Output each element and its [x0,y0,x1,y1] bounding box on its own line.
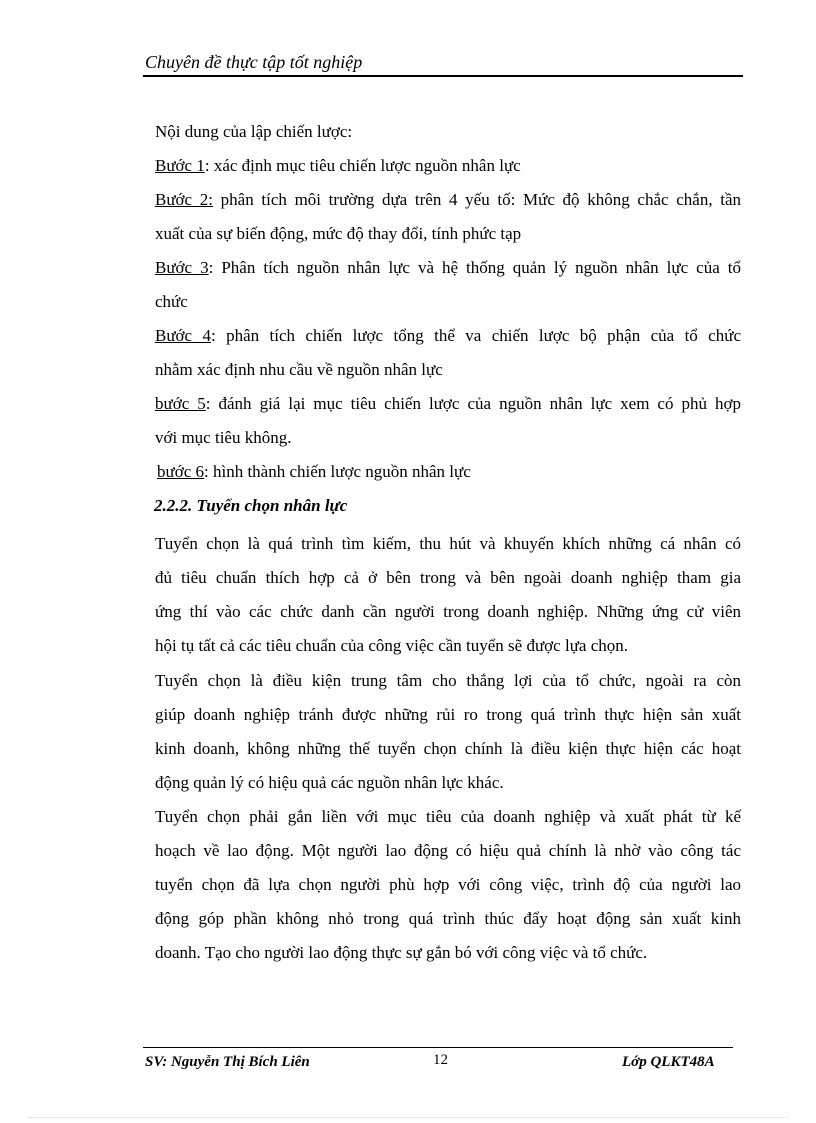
step-label: bước 6 [157,462,204,481]
step-2 [155,190,741,210]
header-rule [143,75,743,77]
step-2-continuation: xuất của sự biến động, mức độ thay đổi, tính phức tạp [155,224,522,243]
step-label: Bước 2: [155,190,213,209]
step-label: Bước 4 [155,326,211,345]
step-5-continuation: với mục tiêu không. [155,428,292,447]
step-text: : phân tích chiến lược tổng thể va chiến lược bộ phận của tổ chức [210,326,741,345]
step-4 [155,326,741,346]
footer-rule [143,1047,733,1048]
paragraph-line: hội tụ tất cả các tiêu chuẩn của công việc cần tuyển sẽ được lựa chọn. [155,636,628,655]
paragraph-line: hoạch về lao động. Một người lao động có hiệu quả chính là nhờ vào công tác [155,841,741,860]
running-header-title: Chuyên đề thực tập tốt nghiệp [145,52,363,72]
step-label: Bước 1 [155,156,205,175]
step-label: Bước 3 [155,258,209,277]
step-label: bước 5 [155,394,206,413]
paragraph-line: tuyển chọn đã lựa chọn người phù hợp với công việc, trình độ của người lao [155,875,741,894]
step-text: : đánh giá lại mục tiêu chiến lược của nguồn nhân lực xem có phủ hợp [205,394,741,413]
paragraph-line: động góp phần không nhỏ trong quá trình thúc đẩy hoạt động sản xuất kinh [155,909,741,928]
step-1 [155,156,521,176]
paragraph-line: Tuyển chọn là quá trình tìm kiếm, thu hút và khuyến khích những cá nhân có [155,534,741,553]
page-bottom-border [28,1117,788,1118]
step-text: : hình thành chiến lược nguồn nhân lực [204,462,471,481]
step-5 [155,394,741,414]
paragraph-line: đủ tiêu chuẩn thích hợp cả ở bên trong và bên ngoài doanh nghiệp tham gia [155,568,741,587]
step-text: phân tích môi trường dựa trên 4 yếu tố: Mức độ không chắc chắn, tần [213,190,742,209]
paragraph-line: Tuyển chọn phải gắn liền với mục tiêu của doanh nghiệp và xuất phát từ kế [155,807,741,826]
page-number: 12 [433,1052,448,1068]
intro-line: Nội dung của lập chiến lược: [155,122,353,141]
section-heading: 2.2.2. Tuyển chọn nhân lực [154,496,348,515]
step-text: : Phân tích nguồn nhân lực và hệ thống quản lý nguồn nhân lực của tổ [208,258,741,277]
paragraph-line: Tuyển chọn là điều kiện trung tâm cho thắng lợi của tổ chức, ngoài ra còn [155,671,741,690]
paragraph-line: doanh. Tạo cho người lao động thực sự gắn bó với công việc và tổ chức. [155,943,648,962]
step-text: : xác định mục tiêu chiến lược nguồn nhân lực [204,156,521,175]
paragraph-line: ứng thí vào các chức danh cần người trong doanh nghiệp. Những ứng cử viên [155,602,741,621]
paragraph-line: giúp doanh nghiệp tránh được những rủi ro trong quá trình thực hiện sản xuất [155,705,741,724]
footer-student-name: SV: Nguyễn Thị Bích Liên [145,1054,310,1070]
step-6 [157,462,471,482]
paragraph-line: động quản lý có hiệu quả các nguồn nhân lực khác. [155,773,504,792]
step-3-continuation: chức [155,292,188,311]
step-4-continuation: nhằm xác định nhu cầu về nguồn nhân lực [155,360,443,379]
paragraph-line: kinh doanh, không những thế tuyển chọn chính là điều kiện thực hiện các hoạt [155,739,741,758]
step-3 [155,258,741,278]
footer-class: Lớp QLKT48A [622,1054,715,1070]
